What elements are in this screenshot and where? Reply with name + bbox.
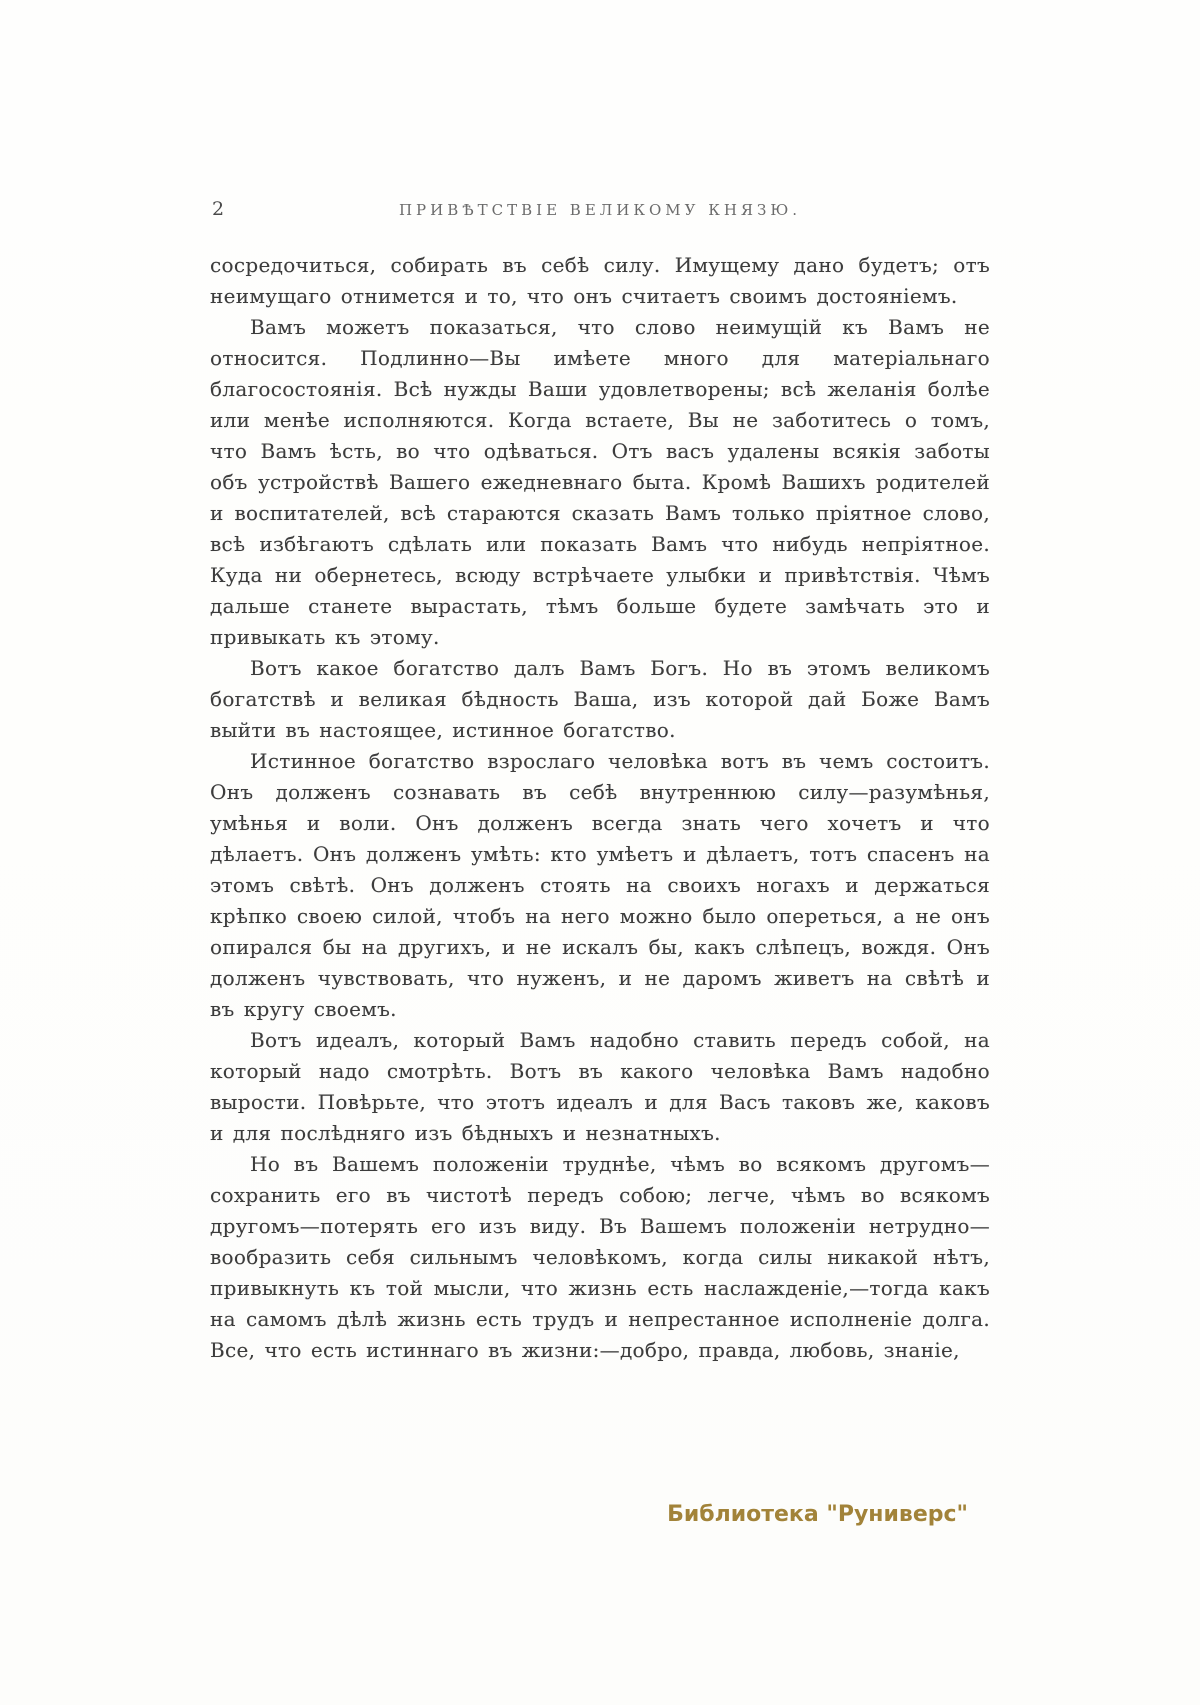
paragraph: сосредочиться, собирать въ себѣ силу. Имущему дано будетъ; отъ неимущаго отнимется и то, что онъ считаетъ своимъ достояніемъ. xyxy=(210,253,990,308)
page-body xyxy=(210,250,990,1366)
paragraph: Вамъ можетъ показаться, что слово неимущій къ Вамъ не относится. Подлинно—Вы имѣете много для матеріальнаго благосостоянія. Всѣ нужды Ваши удовлетворены; всѣ желанія болѣе или менѣе исполняются. Когда встаете, Вы не заботитесь о томъ, что Вамъ ѣсть, во что одѣваться. Отъ васъ удалены всякія заботы объ устройствѣ Вашего ежедневнаго быта. Кромѣ Вашихъ родителей и воспитателей, всѣ стараются сказать Вамъ только пріятное слово, всѣ избѣгаютъ сдѣлать или показать Вамъ что нибудь непріятное. Куда ни обернетесь, всюду встрѣчаете улыбки и привѣтствія. Чѣмъ дальше станете вырастать, тѣмъ больше будете замѣчать это и привыкать къ этому. xyxy=(210,315,990,649)
paragraph: Вотъ идеалъ, который Вамъ надобно ставить передъ собой, на который надо смотрѣть. Вотъ въ какого человѣка Вамъ надобно вырости. Повѣрьте, что этотъ идеалъ и для Васъ таковъ же, каковъ и для послѣдняго изъ бѣдныхъ и незнатныхъ. xyxy=(210,1028,990,1145)
library-watermark: Библиотека "Руниверс" xyxy=(667,1502,968,1527)
paragraph: Истинное богатство взрослаго человѣка вотъ въ чемъ состоитъ. Онъ долженъ сознавать въ себѣ внутреннюю силу—разумѣнья, умѣнья и воли. Онъ долженъ всегда знать чего хочетъ и что дѣлаетъ. Онъ долженъ умѣть: кто умѣетъ и дѣлаетъ, тотъ спасенъ на этомъ свѣтѣ. Онъ долженъ стоять на своихъ ногахъ и держаться крѣпко своею силой, чтобъ на него можно было опереться, а не онъ опирался бы на другихъ, и не искалъ бы, какъ слѣпецъ, вождя. Онъ долженъ чувствовать, что нуженъ, и не даромъ живетъ на свѣтѣ и въ кругу своемъ. xyxy=(210,749,990,1021)
page-number: 2 xyxy=(212,198,225,220)
paragraph: Но въ Вашемъ положеніи труднѣе, чѣмъ во всякомъ другомъ— сохранить его въ чистотѣ передъ собою; легче, чѣмъ во всякомъ другомъ—потерять его изъ виду. Въ Вашемъ положеніи нетрудно—вообразить себя сильнымъ человѣкомъ, когда силы никакой нѣтъ, привыкнуть къ той мысли, что жизнь есть наслажденіе,—тогда какъ на самомъ дѣлѣ жизнь есть трудъ и непрестанное исполненіе долга. Все, что есть истиннаго въ жизни:—добро, правда, любовь, знаніе, xyxy=(210,1152,990,1362)
paragraph: Вотъ какое богатство далъ Вамъ Богъ. Но въ этомъ великомъ богатствѣ и великая бѣдность Ваша, изъ которой дай Боже Вамъ выйти въ настоящее, истинное богатство. xyxy=(210,656,990,742)
page-header xyxy=(210,198,990,222)
running-header: ПРИВѢТСТВІЕ ВЕЛИКОМУ КНЯЗЮ. xyxy=(398,201,802,219)
